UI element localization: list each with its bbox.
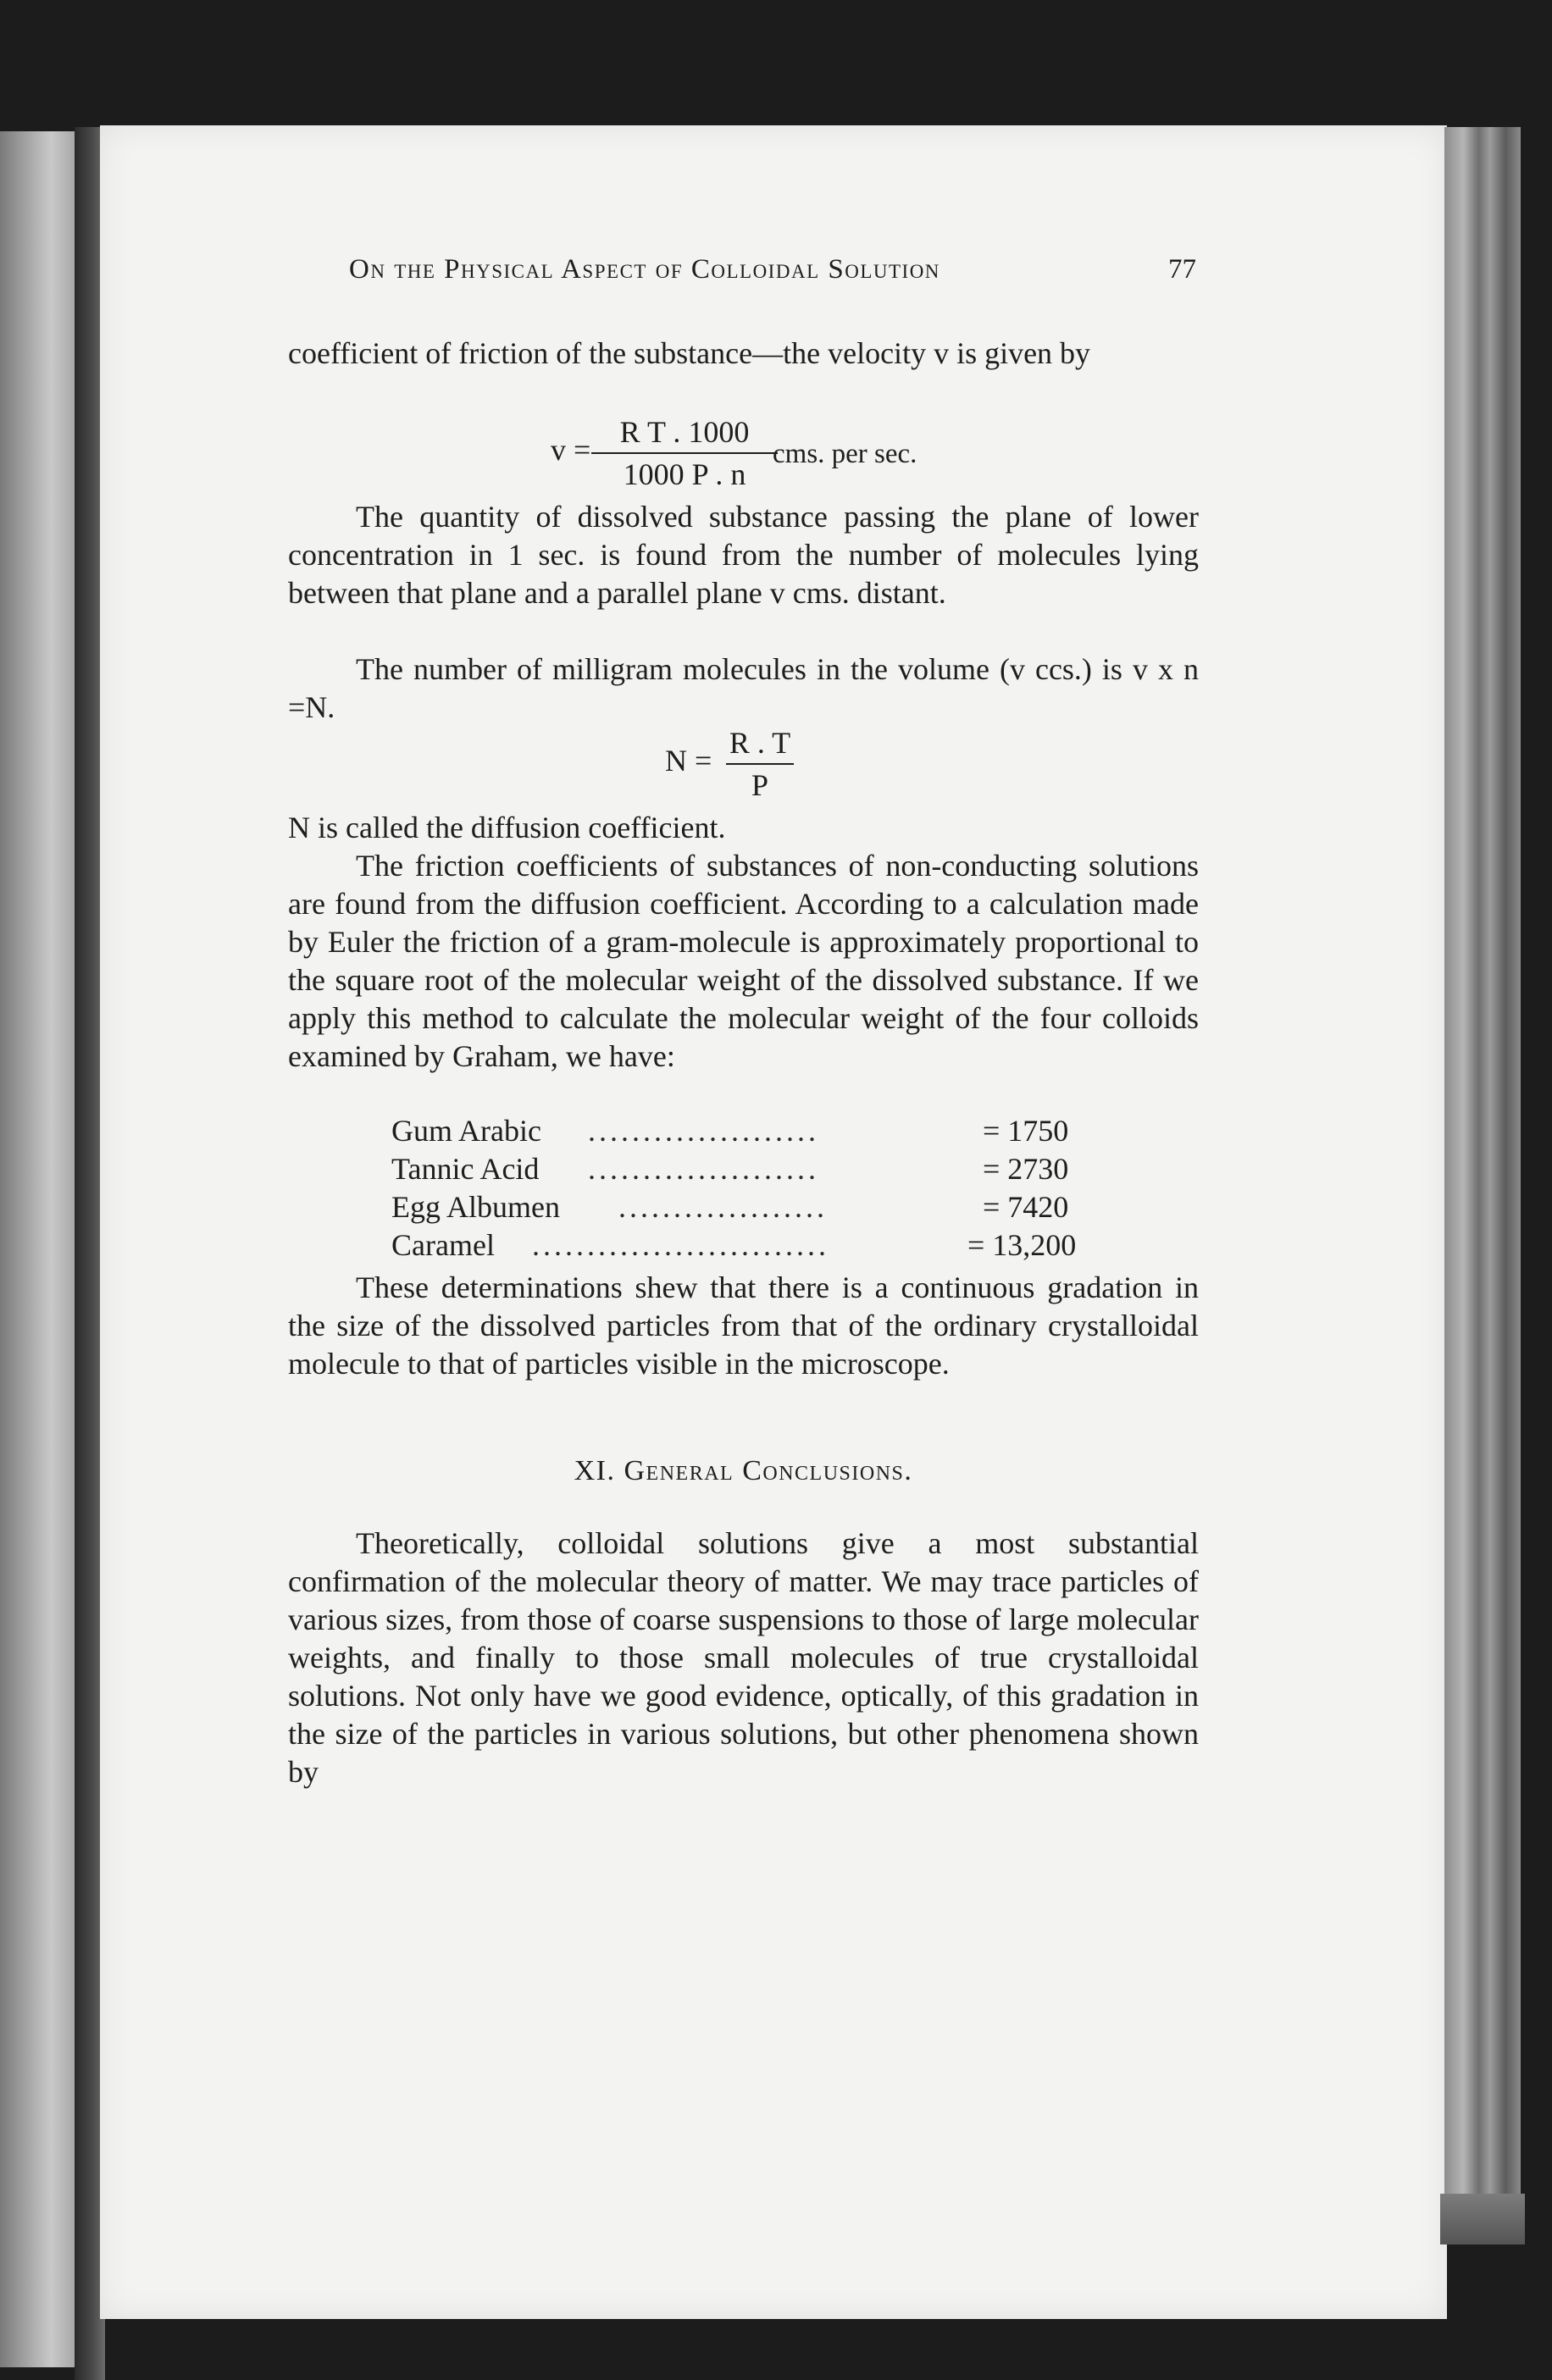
colloid-name: Egg Albumen xyxy=(391,1190,560,1224)
fraction-bar xyxy=(591,452,778,454)
velocity-denominator: 1000 P . n xyxy=(623,457,746,491)
colloid-value: = 7420 xyxy=(983,1190,1069,1224)
page-stack-bottom xyxy=(1440,2194,1525,2244)
diffusion-fraction xyxy=(726,724,794,804)
leader-dots: ..................... xyxy=(588,1114,819,1148)
leader-dots: ................... xyxy=(618,1190,828,1224)
paragraph-7: Theoretically, colloidal solutions give a most substantial confirmation of the molecular theory of matter. We may trace particles of various sizes, from those of coarse suspensions to those of large molecular weights, and finally to those small molecules of true crystalloidal solutions. Not only have we good evidence, optically, of this gradation in the size of the particles in various solutions, but other phenomena shown by xyxy=(288,1526,1199,1789)
running-head-title: On the Physical Aspect of Colloidal Solution xyxy=(349,254,940,285)
paragraph-4: N is called the diffusion coefficient. xyxy=(288,811,726,844)
velocity-numerator: R T . 1000 xyxy=(619,415,750,449)
paragraph-1: coefficient of friction of the substance—the velocity v is given by xyxy=(288,336,1091,370)
paragraph-2: The quantity of dissolved substance passing the plane of lower concentration in 1 sec. is found from the number of molecules lying between that plane and a parallel plane v cms. distant. xyxy=(288,500,1199,610)
facing-page-edge xyxy=(0,131,85,2367)
running-head xyxy=(349,254,1196,285)
leader-dots: ........................... xyxy=(532,1228,829,1262)
colloid-name: Caramel xyxy=(391,1228,495,1262)
colloid-name: Tannic Acid xyxy=(391,1152,540,1186)
paragraph-5: The friction coefficients of substances of non-conducting solutions are found from the diffusion coefficient. According to a calculation made by Euler the friction of a gram-molecule is approximately proportional to the square root of the molecular weight of the dissolved substance. If we apply this method to calculate the molecular weight of the four colloids examined by Graham, we have: xyxy=(288,849,1199,1073)
colloid-value: = 13,200 xyxy=(967,1228,1077,1262)
page-number: 77 xyxy=(1168,254,1196,285)
diffusion-numerator: R . T xyxy=(729,726,791,760)
page-stack-edge xyxy=(1444,127,1521,2211)
diffusion-denominator: P xyxy=(751,768,769,802)
colloid-name: Gum Arabic xyxy=(391,1114,541,1148)
paragraph-6: These determinations shew that there is a continuous gradation in the size of the dissolved particles from that of the ordinary crystalloidal molecule to that of particles visible in the microscope. xyxy=(288,1270,1199,1381)
velocity-fraction xyxy=(591,413,778,493)
velocity-formula-lhs: v = xyxy=(551,433,591,467)
leader-dots: ..................... xyxy=(588,1152,819,1186)
velocity-units: cms. per sec. xyxy=(773,439,917,469)
paragraph-3: The number of milligram molecules in the volume (v ccs.) is v x n =N. xyxy=(288,652,1199,724)
section-heading: XI. General Conclusions. xyxy=(574,1455,913,1486)
colloid-value: = 2730 xyxy=(983,1152,1069,1186)
fraction-bar xyxy=(726,763,794,765)
colloid-value: = 1750 xyxy=(983,1114,1069,1148)
diffusion-formula-lhs: N = xyxy=(665,744,712,778)
